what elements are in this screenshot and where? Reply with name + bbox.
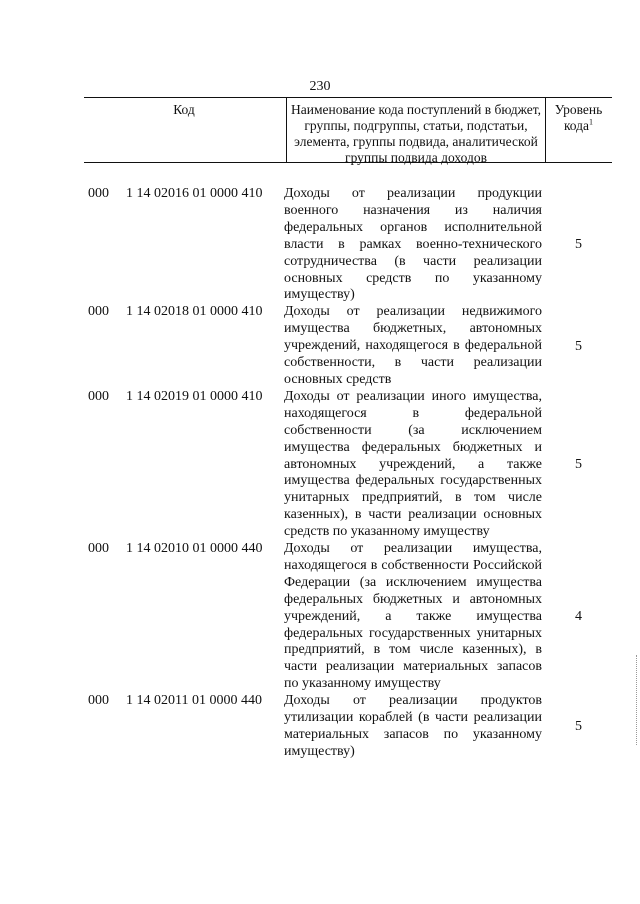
row-level: 5 [575,237,582,253]
table-row [84,389,612,541]
row-level: 5 [575,719,582,734]
row-level: 5 [575,338,582,354]
table-row [84,186,612,304]
row-income-code: 1 14 02011 01 0000 440 [126,693,262,709]
table-body [84,186,612,761]
row-income-name: Доходы от реализации недвижимого имущества бюджетных, автономных учреждений, находящегося в федеральной собственности, в части реализации основных средств [284,304,542,387]
table-row [84,304,612,389]
table-row [84,541,612,693]
header-name: Наименование кода поступлений в бюджет, группы, подгруппы, статьи, подстатьи, элемента, группы подвида, аналитической группы подвида доходов [286,98,546,162]
row-income-name: Доходы от реализации имущества, находящегося в собственности Российской Федерации (за исключением имущества федеральных бюджетных и автономных учреждений, а также имущества федеральных государственных унитарных предприятий, в том числе казенных), в части реализации материальных запасов по указанному имуществу [284,541,542,692]
row-income-name: Доходы от реализации иного имущества, находящегося в федеральной собственности (за исключением имущества федеральных бюджетных и автономных учреждений, а также имущества федеральных государственных унитарных предприятий, в том числе казенных), в части реализации основных средств по указанному имуществу [284,388,542,540]
row-income-name: Доходы от реализации продукции военного назначения из наличия федеральных органов исполнительной власти в рамках военно-технического сотрудничества (в части реализации основных средств по указанному имуществу) [284,186,542,303]
row-admin-code: 000 [88,541,109,557]
header-level-footnote: 1 [589,117,594,127]
header-level [545,98,612,162]
row-admin-code: 000 [88,388,109,404]
row-income-code: 1 14 02019 01 0000 410 [126,388,263,404]
row-income-code: 1 14 02016 01 0000 410 [126,186,263,201]
scan-edge-mark [636,655,640,745]
row-income-name: Доходы от реализации продуктов утилизации кораблей (в части реализации материальных запасов по указанному имуществу) [284,693,542,759]
row-admin-code: 000 [88,304,109,320]
page-number: 230 [309,79,331,94]
row-admin-code: 000 [88,693,109,709]
table-row [84,693,612,761]
table-header [84,97,612,163]
header-level-label: Уровень кода [554,102,603,133]
row-level: 5 [575,456,582,472]
row-level: 4 [575,609,582,625]
row-income-code: 1 14 02010 01 0000 440 [126,541,263,557]
row-income-code: 1 14 02018 01 0000 410 [126,304,263,320]
row-admin-code: 000 [88,186,109,201]
header-code: Код [173,102,195,117]
